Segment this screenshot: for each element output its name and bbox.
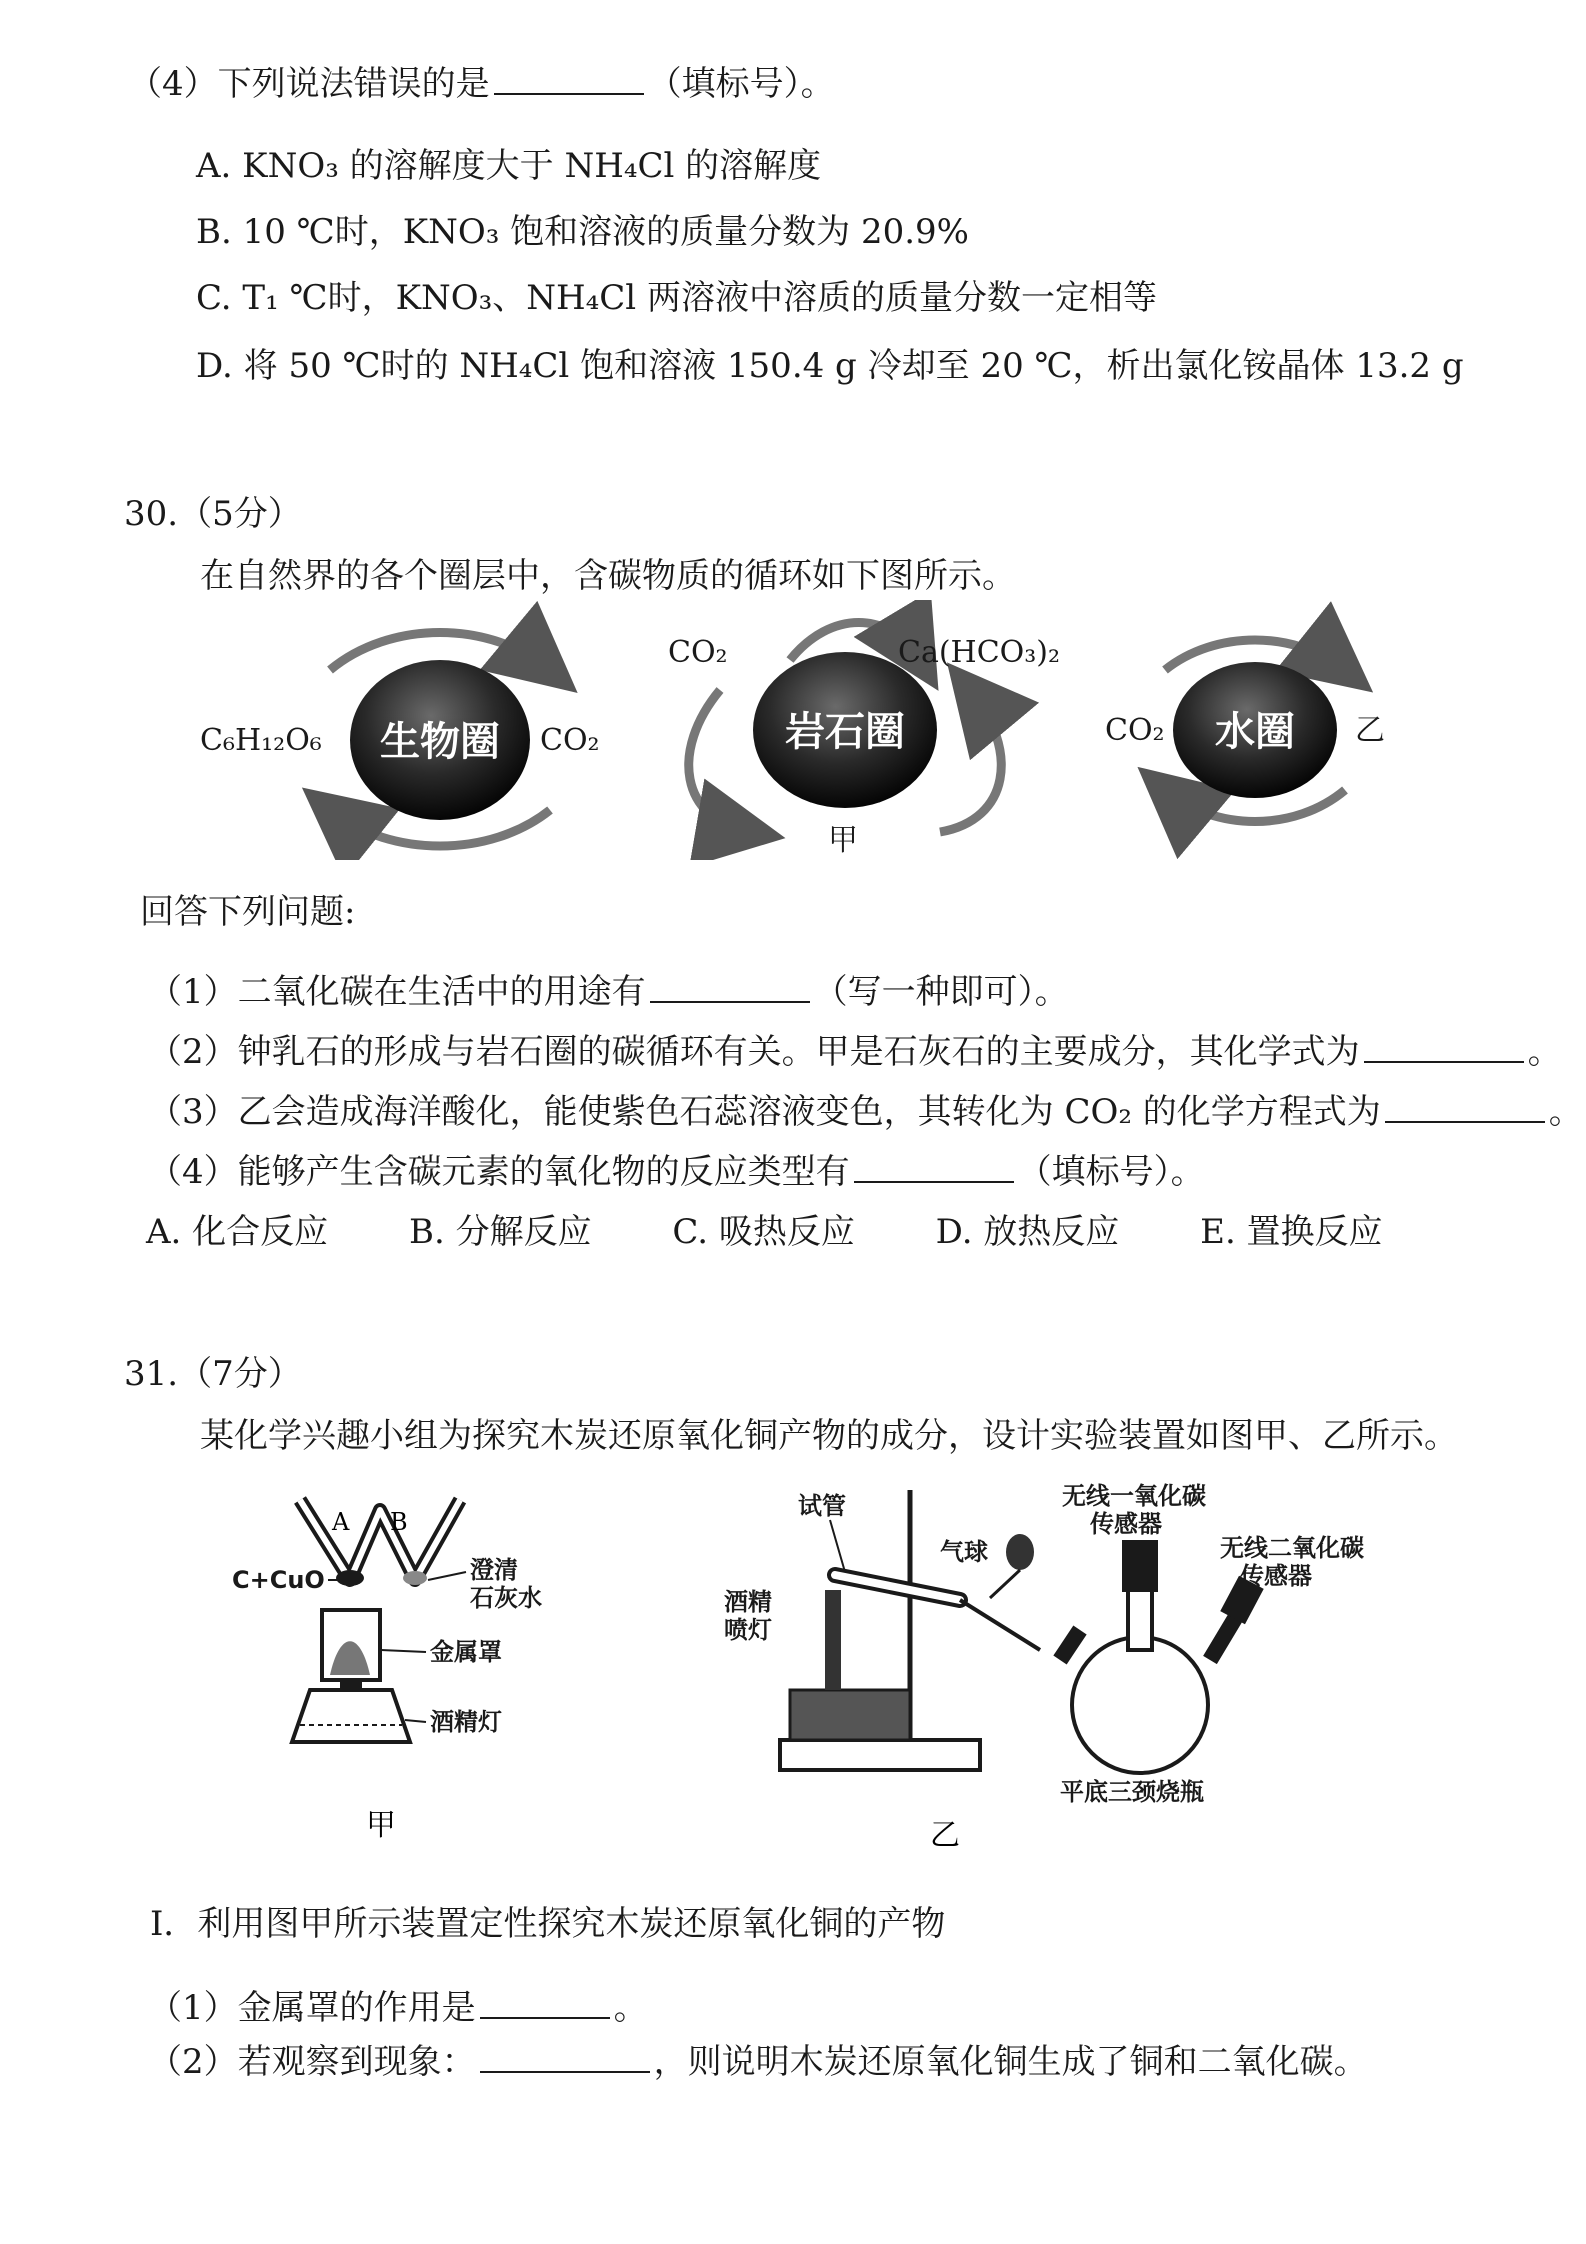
- biosphere-right-label: CO₂: [540, 723, 600, 758]
- balloon-label: 气球: [940, 1538, 988, 1566]
- rocksphere-topleft-label: CO₂: [668, 635, 728, 670]
- tube-a-label: A: [332, 1508, 350, 1536]
- q30-header: 30.（5分）: [124, 494, 302, 534]
- reactant-mark: [336, 1570, 364, 1586]
- fig-jia-caption: 甲: [366, 1808, 396, 1843]
- balloon: [1006, 1534, 1034, 1570]
- q30-question-1: （1）二氧化碳在生活中的用途有 （写一种即可）。: [148, 972, 1069, 1012]
- co-sensor-label-2: 传感器: [1090, 1510, 1162, 1538]
- flask-label: 平底三颈烧瓶: [1060, 1778, 1204, 1806]
- biosphere-left-label: C₆H₁₂O₆: [200, 723, 322, 758]
- co2-sensor-label-1: 无线二氧化碳: [1220, 1534, 1364, 1562]
- co2-sensor-label-2: 传感器: [1240, 1562, 1312, 1590]
- co-sensor-label-1: 无线一氧化碳: [1062, 1482, 1206, 1510]
- q30-q4-blank[interactable]: [854, 1151, 1014, 1183]
- rocksphere-label: 岩石圈: [785, 709, 905, 755]
- q30-option-e: E. 置换反应: [1200, 1212, 1383, 1252]
- q31-intro: 某化学兴趣小组为探究木炭还原氧化铜产物的成分，设计实验装置如图甲、乙所示。: [200, 1416, 1458, 1456]
- rocksphere-group: [668, 623, 1060, 859]
- delivery-tube: [960, 1600, 1040, 1650]
- q30-options: [146, 1210, 1453, 1254]
- rocksphere-topright-label: Ca(HCO₃)₂: [898, 635, 1061, 670]
- apparatus-jia: [230, 1480, 630, 1860]
- q31-header: 31.（7分）: [124, 1354, 302, 1394]
- q30-intro: 在自然界的各个圈层中，含碳物质的循环如下图所示。: [200, 556, 1016, 596]
- q30-question-3: （3）乙会造成海洋酸化，能使紫色石蕊溶液变色，其转化为 CO₂ 的化学方程式为 。: [148, 1092, 1583, 1132]
- q30-q3-blank[interactable]: [1385, 1091, 1545, 1123]
- shield-label: 金属罩: [430, 1638, 502, 1666]
- q30-question-4: （4）能够产生含碳元素的氧化物的反应类型有 （填标号）。: [148, 1152, 1205, 1192]
- co-sensor: [1122, 1540, 1158, 1592]
- carbon-cycle-diagram: [180, 600, 1420, 860]
- q31-question-2: （2）若观察到现象： ，则说明木炭还原氧化铜生成了铜和二氧化碳。: [148, 2042, 1368, 2082]
- limewater-mark: [403, 1571, 427, 1585]
- biosphere-group: [200, 633, 600, 847]
- q30-option-d: D. 放热反应: [935, 1212, 1120, 1252]
- burner-label-2: 喷灯: [724, 1616, 772, 1644]
- reactant-label: C+CuO: [232, 1566, 325, 1594]
- stand-base: [780, 1740, 980, 1770]
- q31-section-1: Ⅰ．利用图甲所示装置定性探究木炭还原氧化铜的产物: [150, 1904, 946, 1944]
- hydrosphere-right-label: 乙: [1355, 713, 1385, 748]
- burner-label-1: 酒精: [724, 1588, 772, 1616]
- apparatus-yi: [720, 1480, 1420, 1860]
- q31-question-1: （1）金属罩的作用是 。: [148, 1988, 648, 2028]
- q29-option-b: B. 10 ℃时，KNO₃ 饱和溶液的质量分数为 20.9%: [196, 212, 969, 252]
- alcohol-lamp: [292, 1690, 410, 1742]
- hydrosphere-group: [1105, 640, 1385, 822]
- tube-b-label: B: [390, 1508, 408, 1536]
- flask-center-neck: [1128, 1590, 1152, 1650]
- burner-tube: [825, 1590, 841, 1690]
- q30-option-b: B. 分解反应: [408, 1212, 592, 1252]
- limewater-label-2: 石灰水: [470, 1584, 542, 1612]
- q29-option-c: C. T₁ ℃时，KNO₃、NH₄Cl 两溶液中溶质的质量分数一定相等: [196, 278, 1157, 318]
- q31-q2-blank[interactable]: [480, 2041, 650, 2073]
- q31-q1-blank[interactable]: [480, 1987, 610, 2019]
- q30-question-2: （2）钟乳石的形成与岩石圈的碳循环有关。甲是石灰石的主要成分，其化学式为 。: [148, 1032, 1562, 1072]
- three-neck-flask: [1072, 1637, 1208, 1773]
- fig-yi-caption: 乙: [930, 1818, 960, 1853]
- q29-option-a: A. KNO₃ 的溶解度大于 NH₄Cl 的溶解度: [196, 146, 822, 186]
- flame: [330, 1641, 370, 1675]
- burner-base: [790, 1690, 910, 1740]
- test-tube-label: 试管: [798, 1492, 846, 1520]
- q29-part4-blank[interactable]: [494, 63, 644, 95]
- rocksphere-bottom-label: 甲: [828, 823, 858, 858]
- q29-part4-prompt: （4）下列说法错误的是 （填标号）。: [128, 64, 835, 104]
- hydrosphere-label: 水圈: [1215, 709, 1295, 755]
- q30-option-a: A. 化合反应: [146, 1212, 329, 1252]
- biosphere-label: 生物圈: [380, 719, 500, 765]
- q30-q1-blank[interactable]: [650, 971, 810, 1003]
- q30-q2-blank[interactable]: [1364, 1031, 1524, 1063]
- flask-left-neck: [1060, 1630, 1080, 1660]
- limewater-label-1: 澄清: [470, 1556, 518, 1584]
- hydrosphere-left-label: CO₂: [1105, 713, 1165, 748]
- q30-answer-prompt: 回答下列问题:: [140, 892, 356, 932]
- q29-option-d: D. 将 50 ℃时的 NH₄Cl 饱和溶液 150.4 g 冷却至 20 ℃，析出氯化铵晶体 13.2 g: [196, 346, 1464, 386]
- lamp-label: 酒精灯: [430, 1708, 502, 1736]
- q30-option-c: C. 吸热反应: [672, 1212, 855, 1252]
